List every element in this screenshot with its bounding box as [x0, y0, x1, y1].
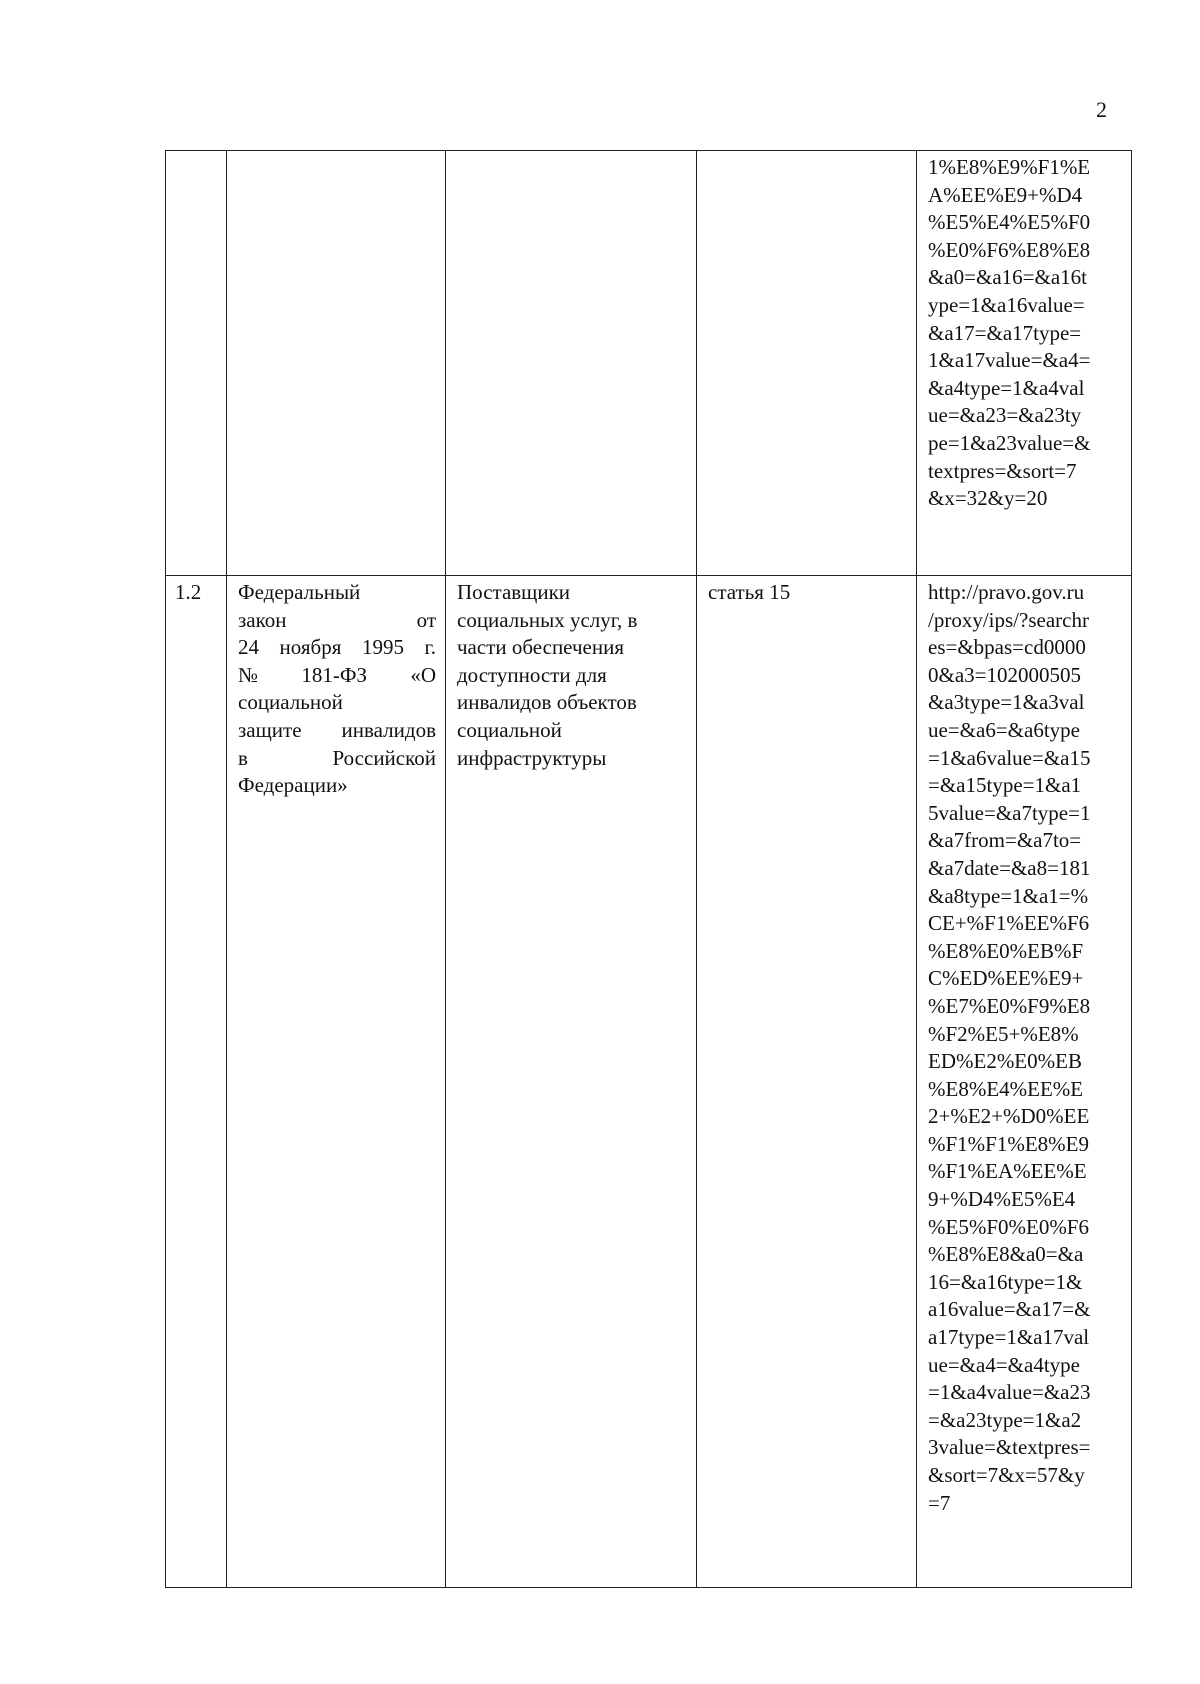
subject-line: инвалидов объектов	[457, 690, 637, 715]
url-line: =7	[928, 1490, 951, 1515]
url-line: &sort=7&x=57&y	[928, 1463, 1085, 1487]
law-name-cell	[227, 151, 446, 576]
url-line: A%EE%E9+%D4	[928, 182, 1083, 207]
row-number-cell	[166, 576, 227, 1588]
url-line: &a0=&a16=&a16t	[928, 265, 1087, 290]
url-line: 3value=&textpres=	[928, 1435, 1091, 1460]
url-line: CE+%F1%EE%F6	[928, 911, 1090, 936]
table-row	[166, 576, 1132, 1588]
legal-acts-table	[165, 150, 1132, 1588]
subject-text	[446, 576, 696, 778]
url-line: pe=1&a23value=&	[928, 430, 1091, 455]
article-cell	[697, 576, 917, 1588]
url-line: &a8type=1&a1=%	[928, 883, 1089, 908]
subject-cell	[446, 576, 697, 1588]
url-line: =1&a4value=&a23	[928, 1380, 1091, 1405]
url-line: textpres=&sort=7	[928, 458, 1077, 483]
url-line: %F1%EA%EE%E	[928, 1159, 1087, 1184]
law-name-line: в Российской	[238, 745, 436, 770]
url-line: 2+%E2+%D0%EE	[928, 1104, 1090, 1129]
table-row	[166, 151, 1132, 576]
url-line: 1%E8%E9%F1%E	[928, 155, 1091, 179]
url-cell	[917, 576, 1132, 1588]
row-number-cell	[166, 151, 227, 576]
url-line: %E5%F0%E0%F6	[928, 1214, 1089, 1239]
law-name-cell	[227, 576, 446, 1588]
url-line: &a4type=1&a4val	[928, 375, 1085, 400]
url-line: &a3type=1&a3val	[928, 690, 1085, 715]
url-line: =1&a6value=&a15	[928, 745, 1091, 770]
law-name-line: закон от	[238, 607, 436, 632]
subject-line: социальной	[457, 717, 562, 742]
url-line: &a17=&a17type=	[928, 320, 1082, 345]
url-line: ED%E2%E0%EB	[928, 1049, 1082, 1074]
law-name-line: № 181-ФЗ «О	[238, 662, 436, 687]
url-line: %E7%E0%F9%E8	[928, 993, 1091, 1018]
url-line: %E8%E0%EB%F	[928, 938, 1084, 963]
url-line: 5value=&a7type=1	[928, 800, 1091, 825]
url-line: =&a15type=1&a1	[928, 773, 1082, 798]
url-line: %F2%E5+%E8%	[928, 1021, 1079, 1046]
url-line: 16=&a16type=1&	[928, 1269, 1083, 1294]
subject-line: части обеспечения	[457, 635, 624, 660]
subject-line: социальных услуг, в	[457, 607, 638, 632]
subject-line: доступности для	[457, 662, 607, 687]
law-name-line: Федеральный	[238, 580, 361, 604]
url-line: /proxy/ips/?searchr	[928, 607, 1089, 632]
subject-line: Поставщики	[457, 580, 571, 604]
url-line: &a7date=&a8=181	[928, 855, 1091, 880]
url-line: a16value=&a17=&	[928, 1297, 1091, 1322]
url-line: ue=&a4=&a4type	[928, 1352, 1080, 1377]
url-line: %E8%E4%EE%E	[928, 1076, 1084, 1101]
url-line: http://pravo.gov.ru	[928, 580, 1085, 604]
article-text: статья 15	[708, 580, 791, 604]
url-line: %E5%E4%E5%F0	[928, 210, 1091, 235]
url-line: %E0%F6%E8%E8	[928, 237, 1091, 262]
url-line: a17type=1&a17val	[928, 1325, 1090, 1350]
url-line: %E8%E8&a0=&a	[928, 1242, 1084, 1267]
url-line: es=&bpas=cd0000	[928, 635, 1086, 660]
law-name	[227, 576, 445, 806]
url-line: =&a23type=1&a2	[928, 1407, 1082, 1432]
url-cell	[917, 151, 1132, 576]
url-line: C%ED%EE%E9+	[928, 966, 1084, 991]
law-name-line: защите инвалидов	[238, 717, 436, 742]
row-number: 1.2	[175, 580, 202, 604]
url-line: %F1%F1%E8%E9	[928, 1131, 1089, 1156]
page-number: 2	[1096, 97, 1107, 122]
subject-cell	[446, 151, 697, 576]
url-line: 0&a3=102000505	[928, 662, 1081, 687]
url-line: ue=&a23=&a23ty	[928, 403, 1082, 428]
url-text	[917, 576, 1131, 1523]
url-line: ue=&a6=&a6type	[928, 717, 1080, 742]
url-line: 9+%D4%E5%E4	[928, 1187, 1076, 1212]
subject-line: инфраструктуры	[457, 745, 607, 770]
url-line: &a7from=&a7to=	[928, 828, 1082, 853]
url-text	[917, 151, 1131, 519]
url-line: &x=32&y=20	[928, 486, 1048, 511]
law-name-line: социальной	[238, 690, 343, 715]
url-line: 1&a17value=&a4=	[928, 348, 1091, 373]
law-name-line: 24 ноября 1995 г.	[238, 635, 436, 660]
law-name-line: Федерации»	[238, 773, 348, 798]
url-line: ype=1&a16value=	[928, 292, 1085, 317]
article-cell	[697, 151, 917, 576]
